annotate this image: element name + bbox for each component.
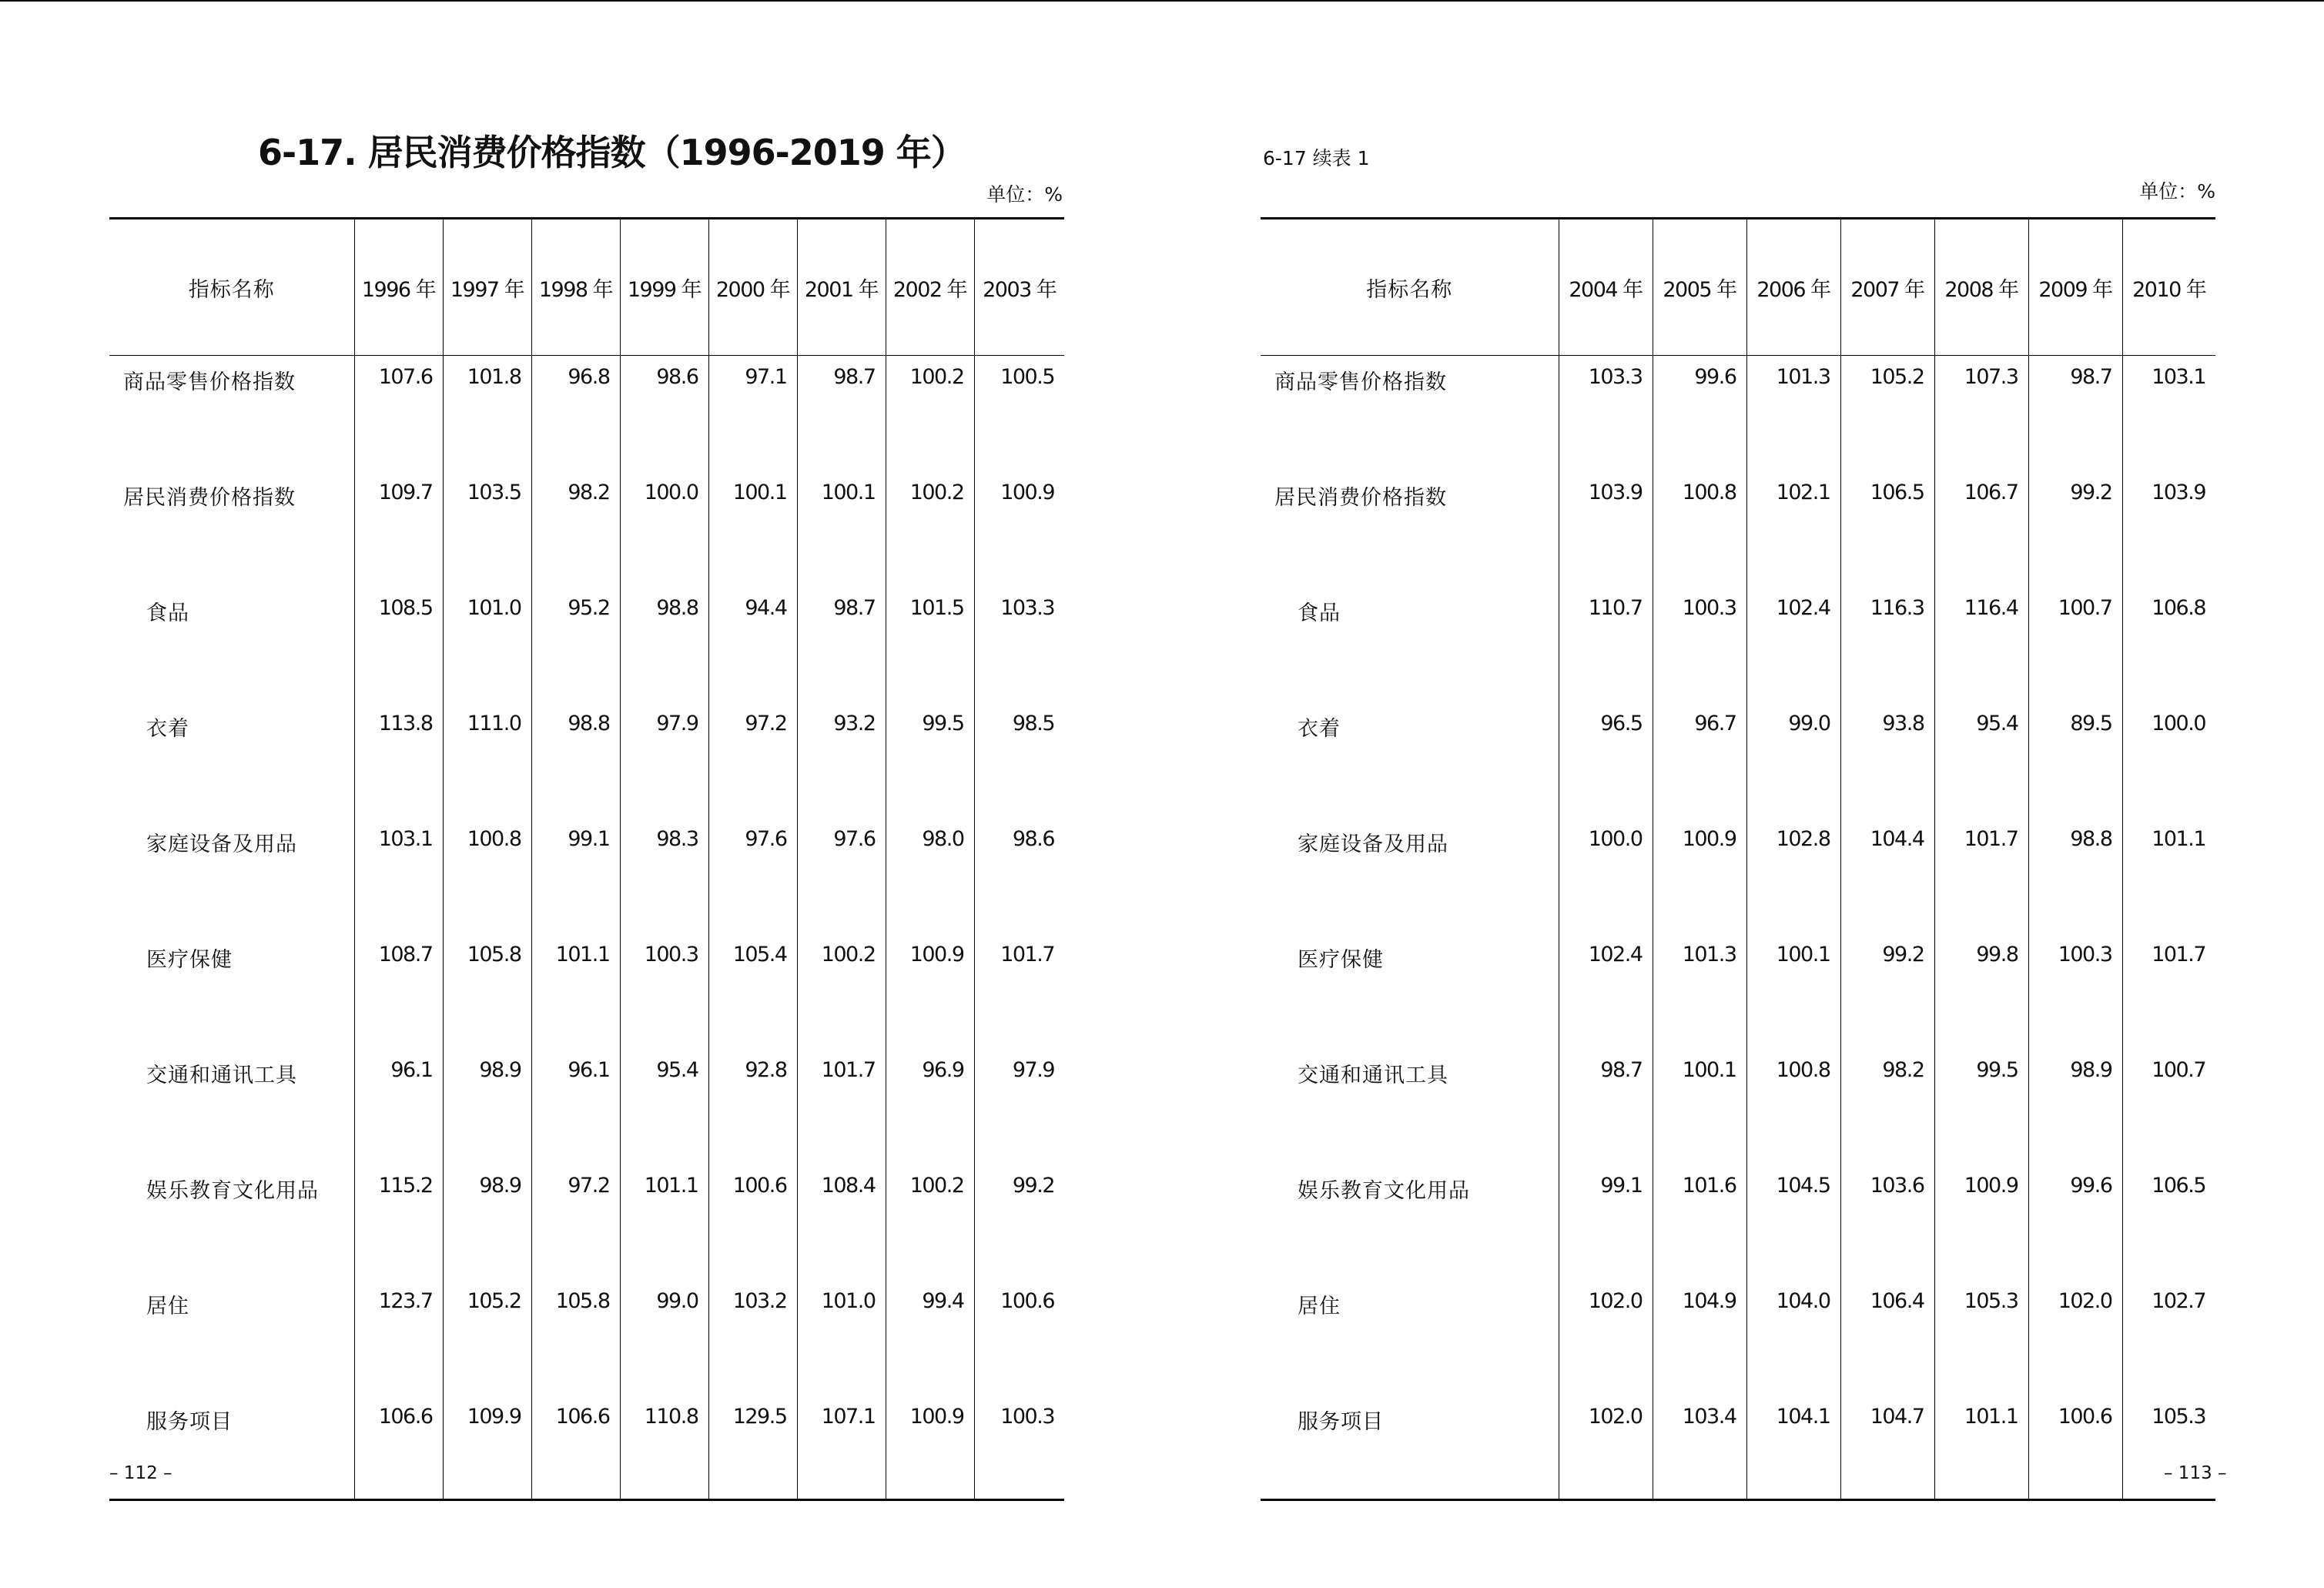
table-row: [109, 356, 1064, 471]
index-value: 100.2: [886, 1164, 974, 1280]
index-value: 99.5: [886, 702, 974, 818]
year-header: 2007 年: [1840, 219, 1934, 356]
table-row: [1261, 818, 2215, 933]
indicator-name: 居住: [1298, 1294, 1341, 1318]
index-value: 103.3: [1559, 356, 1653, 471]
indicator-name: 居住: [146, 1294, 189, 1318]
index-value: 99.2: [1840, 933, 1934, 1049]
index-value: 101.6: [1653, 1164, 1746, 1280]
index-value: 99.5: [1934, 1049, 2028, 1164]
index-value: 100.8: [443, 818, 531, 933]
cpi-table-2004-2010: [1261, 217, 2215, 1501]
index-value: 98.8: [531, 702, 620, 818]
index-value: 100.3: [1653, 587, 1746, 702]
index-value: 100.9: [886, 1395, 974, 1500]
index-value: 106.8: [2122, 587, 2215, 702]
index-value: 109.9: [443, 1395, 531, 1500]
index-value: 97.9: [974, 1049, 1064, 1164]
index-value: 105.4: [708, 933, 797, 1049]
index-value: 96.7: [1653, 702, 1746, 818]
index-value: 115.2: [354, 1164, 443, 1280]
index-value: 106.5: [1840, 471, 1934, 587]
year-header: 2002 年: [886, 219, 974, 356]
year-header: 2008 年: [1934, 219, 2028, 356]
year-header: 2000 年: [708, 219, 797, 356]
index-value: 103.5: [443, 471, 531, 587]
index-value: 98.8: [620, 587, 708, 702]
table-body-right: [1261, 356, 2215, 1500]
index-value: 100.0: [620, 471, 708, 587]
index-value: 102.0: [1559, 1395, 1653, 1500]
indicator-name: 居民消费价格指数: [123, 485, 296, 510]
table-row: [1261, 471, 2215, 587]
index-value: 110.7: [1559, 587, 1653, 702]
cpi-table-1996-2003: [109, 217, 1064, 1501]
index-value: 102.4: [1746, 587, 1840, 702]
index-value: 100.3: [620, 933, 708, 1049]
index-value: 96.1: [354, 1049, 443, 1164]
index-value: 108.5: [354, 587, 443, 702]
indicator-name: 衣着: [146, 716, 189, 741]
index-value: 111.0: [443, 702, 531, 818]
index-value: 106.5: [2122, 1164, 2215, 1280]
index-value: 110.8: [620, 1395, 708, 1500]
name-column-header: 指标名称: [109, 219, 354, 356]
index-value: 97.6: [797, 818, 886, 933]
index-value: 94.4: [708, 587, 797, 702]
table-body-left: [109, 356, 1064, 1500]
index-value: 101.3: [1653, 933, 1746, 1049]
index-value: 103.1: [2122, 356, 2215, 471]
name-column-header: 指标名称: [1261, 219, 1559, 356]
index-value: 96.1: [531, 1049, 620, 1164]
index-value: 116.4: [1934, 587, 2028, 702]
year-header: 1998 年: [531, 219, 620, 356]
page-number-right: – 113 –: [2164, 1463, 2227, 1483]
index-value: 100.6: [974, 1280, 1064, 1395]
table-row: [109, 1049, 1064, 1164]
index-value: 113.8: [354, 702, 443, 818]
index-value: 102.7: [2122, 1280, 2215, 1395]
index-value: 97.2: [531, 1164, 620, 1280]
index-value: 105.8: [443, 933, 531, 1049]
index-value: 93.8: [1840, 702, 1934, 818]
index-value: 107.6: [354, 356, 443, 471]
index-value: 101.7: [974, 933, 1064, 1049]
index-value: 100.9: [886, 933, 974, 1049]
index-value: 98.0: [886, 818, 974, 933]
index-value: 105.3: [1934, 1280, 2028, 1395]
indicator-name: 服务项目: [1298, 1409, 1384, 1434]
table-row: [1261, 933, 2215, 1049]
index-value: 100.1: [708, 471, 797, 587]
index-value: 100.7: [2122, 1049, 2215, 1164]
index-value: 101.8: [443, 356, 531, 471]
index-value: 96.8: [531, 356, 620, 471]
index-value: 99.6: [2028, 1164, 2122, 1280]
index-value: 104.5: [1746, 1164, 1840, 1280]
index-value: 108.7: [354, 933, 443, 1049]
index-value: 97.1: [708, 356, 797, 471]
index-value: 101.0: [797, 1280, 886, 1395]
index-value: 96.5: [1559, 702, 1653, 818]
index-value: 95.2: [531, 587, 620, 702]
index-value: 100.2: [886, 471, 974, 587]
index-value: 99.1: [531, 818, 620, 933]
indicator-name: 家庭设备及用品: [146, 832, 297, 856]
index-value: 100.0: [2122, 702, 2215, 818]
year-header: 2003 年: [974, 219, 1064, 356]
index-value: 100.5: [974, 356, 1064, 471]
index-value: 100.6: [2028, 1395, 2122, 1500]
index-value: 101.7: [1934, 818, 2028, 933]
index-value: 98.2: [1840, 1049, 1934, 1164]
continued-table-title: 6-17 续表 1: [1263, 147, 1370, 169]
year-header: 1999 年: [620, 219, 708, 356]
index-value: 103.1: [354, 818, 443, 933]
index-value: 102.8: [1746, 818, 1840, 933]
index-value: 101.0: [443, 587, 531, 702]
page-number-left: – 112 –: [109, 1463, 172, 1483]
indicator-name: 交通和通讯工具: [1298, 1063, 1448, 1087]
index-value: 99.2: [2028, 471, 2122, 587]
index-value: 100.8: [1653, 471, 1746, 587]
year-header: 2010 年: [2122, 219, 2215, 356]
index-value: 98.3: [620, 818, 708, 933]
index-value: 97.9: [620, 702, 708, 818]
year-header: 2005 年: [1653, 219, 1746, 356]
index-value: 98.7: [2028, 356, 2122, 471]
index-value: 100.3: [974, 1395, 1064, 1500]
index-value: 104.7: [1840, 1395, 1934, 1500]
indicator-name: 食品: [146, 601, 189, 625]
index-value: 99.4: [886, 1280, 974, 1395]
index-value: 98.6: [620, 356, 708, 471]
index-value: 98.9: [443, 1049, 531, 1164]
table-row: [1261, 1049, 2215, 1164]
index-value: 104.1: [1746, 1395, 1840, 1500]
index-value: 104.4: [1840, 818, 1934, 933]
index-value: 99.0: [1746, 702, 1840, 818]
index-value: 89.5: [2028, 702, 2122, 818]
index-value: 101.1: [531, 933, 620, 1049]
index-value: 99.6: [1653, 356, 1746, 471]
indicator-name: 食品: [1298, 601, 1341, 625]
index-value: 100.0: [1559, 818, 1653, 933]
index-value: 100.7: [2028, 587, 2122, 702]
table-row: [109, 587, 1064, 702]
year-header: 2006 年: [1746, 219, 1840, 356]
year-header: 1997 年: [443, 219, 531, 356]
indicator-name: 家庭设备及用品: [1298, 832, 1448, 856]
index-value: 102.1: [1746, 471, 1840, 587]
index-value: 97.6: [708, 818, 797, 933]
index-value: 98.7: [797, 587, 886, 702]
unit-label-left: 单位：%: [986, 183, 1063, 206]
indicator-name: 娱乐教育文化用品: [1298, 1178, 1470, 1203]
header-row: [109, 219, 1064, 356]
table-row: [109, 1280, 1064, 1395]
index-value: 102.0: [1559, 1280, 1653, 1395]
table-row: [1261, 1395, 2215, 1500]
index-value: 101.1: [2122, 818, 2215, 933]
year-header: 1996 年: [354, 219, 443, 356]
index-value: 129.5: [708, 1395, 797, 1500]
indicator-name: 医疗保健: [1298, 947, 1384, 972]
header-row: [1261, 219, 2215, 356]
index-value: 103.9: [1559, 471, 1653, 587]
top-border-rule: [0, 0, 2324, 2]
index-value: 100.1: [1653, 1049, 1746, 1164]
index-value: 103.3: [974, 587, 1064, 702]
index-value: 105.8: [531, 1280, 620, 1395]
index-value: 105.2: [443, 1280, 531, 1395]
table-row: [1261, 1280, 2215, 1395]
table-row: [109, 933, 1064, 1049]
table-row: [109, 1164, 1064, 1280]
table-row: [109, 471, 1064, 587]
index-value: 99.0: [620, 1280, 708, 1395]
index-value: 102.4: [1559, 933, 1653, 1049]
indicator-name: 居民消费价格指数: [1274, 485, 1447, 510]
indicator-name: 服务项目: [146, 1409, 233, 1434]
index-value: 101.7: [797, 1049, 886, 1164]
index-value: 123.7: [354, 1280, 443, 1395]
index-value: 98.8: [2028, 818, 2122, 933]
table-row: [109, 1395, 1064, 1500]
index-value: 106.6: [354, 1395, 443, 1500]
index-value: 98.7: [797, 356, 886, 471]
index-value: 101.5: [886, 587, 974, 702]
indicator-name: 医疗保健: [146, 947, 233, 972]
indicator-name: 商品零售价格指数: [123, 370, 296, 394]
index-value: 100.2: [797, 933, 886, 1049]
indicator-name: 交通和通讯工具: [146, 1063, 297, 1087]
index-value: 98.9: [2028, 1049, 2122, 1164]
index-value: 105.2: [1840, 356, 1934, 471]
index-value: 107.1: [797, 1395, 886, 1500]
index-value: 101.1: [620, 1164, 708, 1280]
index-value: 97.2: [708, 702, 797, 818]
index-value: 109.7: [354, 471, 443, 587]
index-value: 106.4: [1840, 1280, 1934, 1395]
index-value: 99.8: [1934, 933, 2028, 1049]
index-value: 103.2: [708, 1280, 797, 1395]
year-header: 2009 年: [2028, 219, 2122, 356]
index-value: 116.3: [1840, 587, 1934, 702]
index-value: 100.1: [1746, 933, 1840, 1049]
index-value: 103.4: [1653, 1395, 1746, 1500]
index-value: 92.8: [708, 1049, 797, 1164]
index-value: 100.8: [1746, 1049, 1840, 1164]
table-row: [1261, 356, 2215, 471]
index-value: 101.7: [2122, 933, 2215, 1049]
table-row: [109, 818, 1064, 933]
index-value: 108.4: [797, 1164, 886, 1280]
index-value: 100.3: [2028, 933, 2122, 1049]
index-value: 98.9: [443, 1164, 531, 1280]
table-row: [109, 702, 1064, 818]
index-value: 99.2: [974, 1164, 1064, 1280]
index-value: 100.9: [974, 471, 1064, 587]
index-value: 106.7: [1934, 471, 2028, 587]
index-value: 101.1: [1934, 1395, 2028, 1500]
table-row: [1261, 587, 2215, 702]
table-row: [1261, 702, 2215, 818]
index-value: 107.3: [1934, 356, 2028, 471]
index-value: 104.0: [1746, 1280, 1840, 1395]
index-value: 104.9: [1653, 1280, 1746, 1395]
indicator-name: 娱乐教育文化用品: [146, 1178, 319, 1203]
index-value: 98.6: [974, 818, 1064, 933]
index-value: 100.9: [1934, 1164, 2028, 1280]
index-value: 106.6: [531, 1395, 620, 1500]
table-title: 6-17. 居民消费价格指数（1996-2019 年）: [258, 132, 966, 173]
index-value: 98.2: [531, 471, 620, 587]
index-value: 102.0: [2028, 1280, 2122, 1395]
index-value: 101.3: [1746, 356, 1840, 471]
index-value: 95.4: [620, 1049, 708, 1164]
year-header: 2001 年: [797, 219, 886, 356]
indicator-name: 衣着: [1298, 716, 1341, 741]
index-value: 100.1: [797, 471, 886, 587]
index-value: 105.3: [2122, 1395, 2215, 1500]
index-value: 95.4: [1934, 702, 2028, 818]
index-value: 100.9: [1653, 818, 1746, 933]
index-value: 103.6: [1840, 1164, 1934, 1280]
index-value: 98.7: [1559, 1049, 1653, 1164]
index-value: 93.2: [797, 702, 886, 818]
year-header: 2004 年: [1559, 219, 1653, 356]
index-value: 100.6: [708, 1164, 797, 1280]
index-value: 103.9: [2122, 471, 2215, 587]
index-value: 98.5: [974, 702, 1064, 818]
index-value: 96.9: [886, 1049, 974, 1164]
index-value: 100.2: [886, 356, 974, 471]
unit-label-right: 单位：%: [2139, 180, 2215, 203]
indicator-name: 商品零售价格指数: [1274, 370, 1447, 394]
index-value: 99.1: [1559, 1164, 1653, 1280]
table-row: [1261, 1164, 2215, 1280]
